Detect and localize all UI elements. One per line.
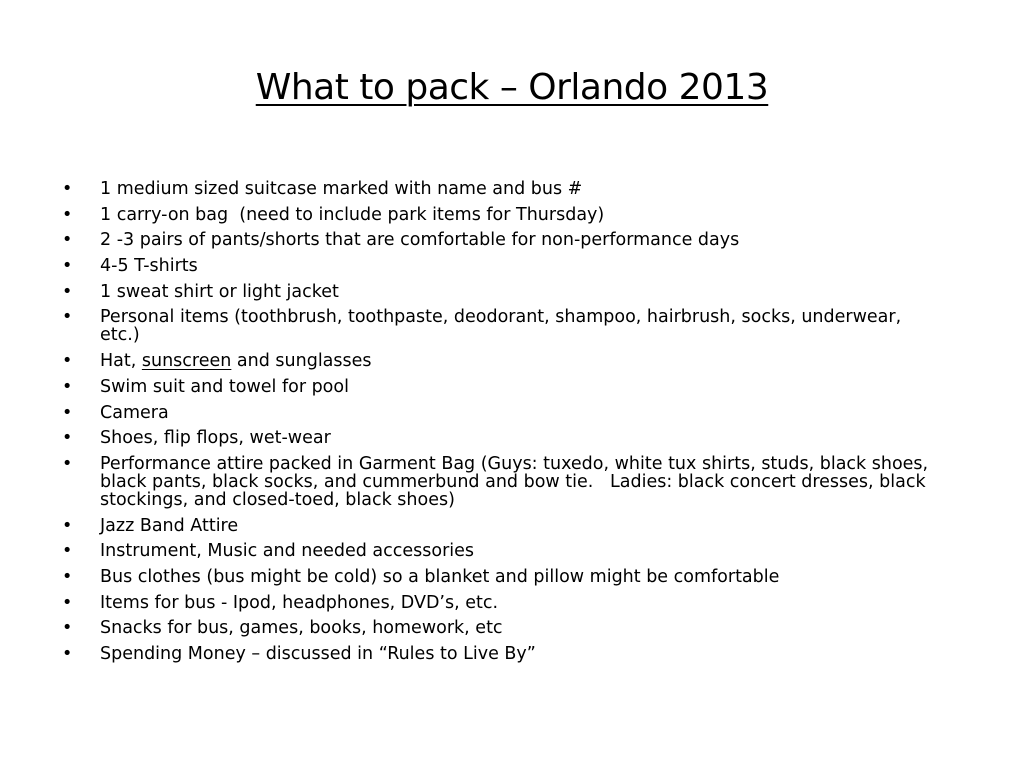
bullet-icon: • <box>62 179 73 199</box>
slide-title-text: What to pack – Orlando 2013 <box>255 67 769 108</box>
list-item-text: Jazz Band Attire <box>100 515 239 536</box>
bullet-icon: • <box>62 204 73 225</box>
bullet-icon: • <box>62 541 73 562</box>
list-item-text: Instrument, Music and needed accessories <box>100 541 475 562</box>
list-item <box>62 206 942 224</box>
list-item <box>62 517 942 535</box>
list-item <box>62 378 942 396</box>
bullet-icon: • <box>62 566 73 587</box>
list-item-text: Snacks for bus, games, books, homework, etc <box>100 618 503 639</box>
list-item <box>62 619 942 637</box>
list-item <box>62 594 942 612</box>
list-item <box>62 455 942 509</box>
list-item <box>62 283 942 301</box>
underlined-word: sunscreen <box>141 351 232 372</box>
list-item-text: 1 sweat shirt or light jacket <box>100 281 339 302</box>
list-item-text: Performance attire packed in Garment Bag (Guys: tuxedo, white tux shirts, studs, black shoes, black pants, black socks, and cummerbund and bow tie. Ladies: black concert dresses, black stockings, and closed-toed, black shoes) <box>100 453 934 510</box>
list-item <box>62 257 942 275</box>
slide-title <box>0 66 1024 110</box>
bullet-icon: • <box>62 281 73 302</box>
list-item-text: Swim suit and towel for pool <box>100 376 349 397</box>
list-item <box>62 180 942 198</box>
bullet-icon: • <box>62 515 73 536</box>
list-item <box>62 568 942 586</box>
bullet-icon: • <box>62 592 73 613</box>
list-item-text: Bus clothes (bus might be cold) so a blanket and pillow might be comfortable <box>100 566 780 587</box>
list-item <box>62 308 942 344</box>
bullet-icon: • <box>62 402 73 423</box>
list-item <box>62 231 942 249</box>
bullet-icon: • <box>62 256 73 277</box>
bullet-icon: • <box>62 644 73 664</box>
list-item-text: 4-5 T-shirts <box>100 256 198 277</box>
bullet-icon: • <box>62 376 73 397</box>
list-item <box>62 404 942 422</box>
list-item-text: Shoes, flip flops, wet-wear <box>100 428 331 449</box>
bullet-icon: • <box>62 351 73 372</box>
list-item-text: Personal items (toothbrush, toothpaste, deodorant, shampoo, hairbrush, socks, underwear, etc.) <box>100 307 902 346</box>
bullet-icon: • <box>62 307 73 328</box>
list-item-text: Camera <box>100 402 169 423</box>
list-item-text: Items for bus - Ipod, headphones, DVD’s, etc. <box>100 592 499 613</box>
list-item-text: 2 -3 pairs of pants/shorts that are comfortable for non-performance days <box>100 230 740 251</box>
list-item-text-post: and sunglasses <box>231 351 372 372</box>
list-item <box>62 645 942 663</box>
packing-list <box>62 180 942 671</box>
list-item-text: 1 carry-on bag (need to include park items for Thursday) <box>100 204 605 225</box>
list-item <box>62 352 942 370</box>
list-item-text-pre: Hat, <box>100 351 142 372</box>
list-item-text: Spending Money – discussed in “Rules to Live By” <box>100 644 536 664</box>
bullet-icon: • <box>62 230 73 251</box>
bullet-icon: • <box>62 618 73 639</box>
bullet-icon: • <box>62 428 73 449</box>
list-item <box>62 542 942 560</box>
list-item <box>62 429 942 447</box>
list-item-text: 1 medium sized suitcase marked with name and bus # <box>100 179 583 199</box>
bullet-icon: • <box>62 453 73 474</box>
